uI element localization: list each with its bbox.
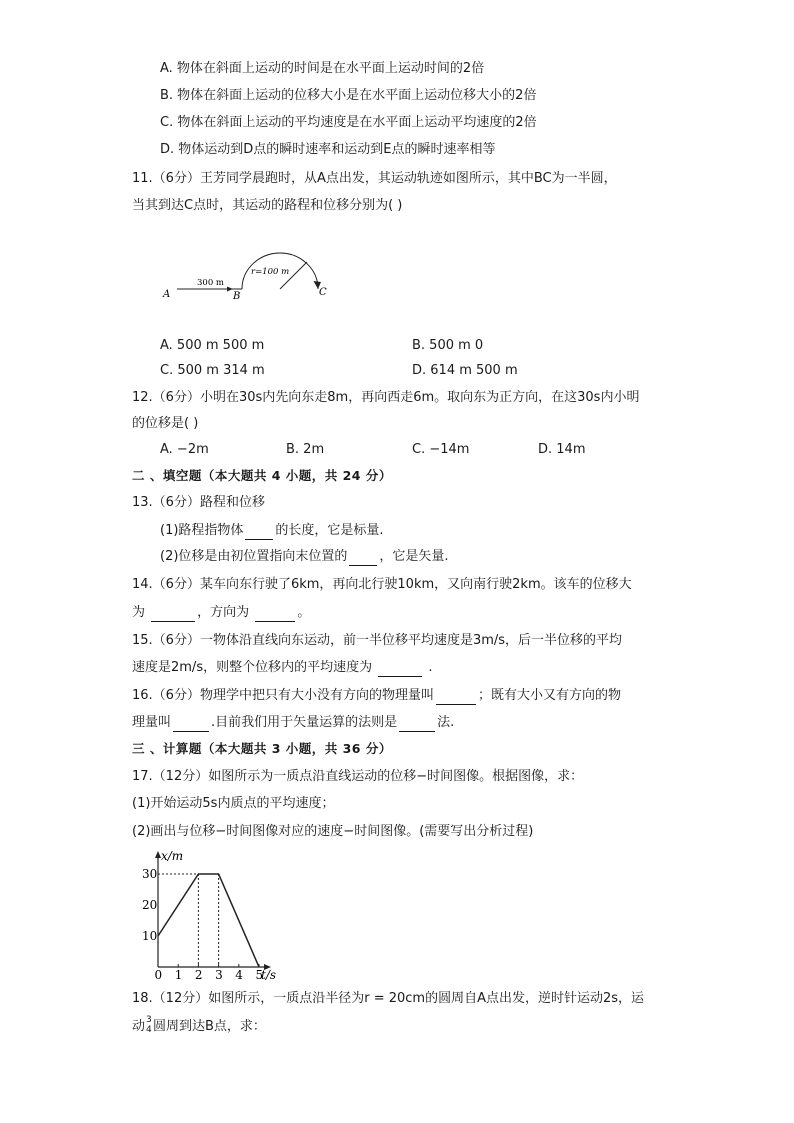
x-tick-label: 0: [154, 968, 163, 980]
q13-blank-2[interactable]: [349, 551, 377, 566]
q13-part1-pre: (1)路程指物体: [160, 523, 244, 538]
q15-line2-pre: 速度是2m/s，则整个位移内的平均速度为: [132, 660, 373, 675]
q17-position-time-chart: [130, 845, 290, 980]
q12-option-c: C. −14m: [412, 442, 470, 457]
q11-stem-line1: 11.（6分）王芳同学晨跑时，从A点出发，其运动轨迹如图所示，其中BC为一半圆，: [132, 171, 617, 186]
q16-blank-rule[interactable]: [399, 717, 435, 732]
section-fill-in-heading: 二 、填空题（本大题共 4 小题，共 24 分）: [132, 468, 392, 483]
q16-line2-mid: .目前我们用于矢量运算的法则是: [211, 715, 398, 730]
x-tick-label: 4: [235, 968, 243, 980]
q11-track-figure: [155, 240, 355, 305]
q17-part2: (2)画出与位移−时间图像对应的速度−时间图像。(需要写出分析过程): [132, 824, 534, 839]
q12-stem-line1: 12.（6分）小明在30s内先向东走8m，再向西走6m。取向东为正方向，在这30s内小明: [132, 390, 640, 405]
q14-stem-line1: 14.（6分）某车向东行驶了6km，再向北行驶10km，又向南行驶2km。该车的位移大: [132, 577, 632, 592]
x-tick-label: 1: [174, 968, 183, 980]
q11-option-b: B. 500 m 0: [412, 338, 484, 353]
q11-option-c: C. 500 m 314 m: [160, 363, 265, 378]
position-time-line: [158, 874, 259, 967]
q16-line1-pre: 16.（6分）物理学中把只有大小没有方向的物理量叫: [132, 688, 434, 703]
q16-blank-scalar[interactable]: [436, 690, 476, 705]
x-tick-label: 3: [215, 968, 223, 980]
y-tick-label: 30: [142, 867, 158, 881]
q17-part1: (1)开始运动5s内质点的平均速度；: [132, 796, 335, 811]
q17-stem-line1: 17.（12分）如图所示为一质点沿直线运动的位移−时间图像。根据图像，求：: [132, 769, 584, 784]
y-tick-label: 20: [142, 898, 158, 912]
q14-blank-direction[interactable]: [255, 607, 295, 622]
q11-radius-label: r=100 m: [251, 267, 290, 277]
q14-line2-post: 。: [297, 605, 311, 620]
x-tick-label: 2: [194, 968, 203, 980]
section-calculation-heading: 三 、计算题（本大题共 3 小题，共 36 分）: [132, 741, 392, 756]
q18-line2-post: 圆周到达B点，求：: [153, 1019, 266, 1034]
q13-part1-post: 的长度，它是标量.: [275, 523, 384, 538]
q16-line2-pre: 理量叫: [132, 715, 172, 730]
q16-stem-line1: [132, 687, 621, 705]
q15-blank-average-velocity[interactable]: [378, 662, 422, 677]
q11-label-b: B: [233, 291, 241, 302]
q11-stem-line2: 当其到达C点时，其运动的路程和位移分别为( ): [132, 198, 403, 213]
q18-stem-line1: 18.（12分）如图所示，一质点沿半径为r = 20cm的圆周自A点出发，逆时针运动2s，运: [132, 991, 645, 1006]
q15-stem-line1: 15.（6分）一物体沿直线向东运动，前一半位移平均速度是3m/s，后一半位移的平均: [132, 633, 623, 648]
q12-option-d: D. 14m: [538, 442, 586, 457]
q16-line2-post: 法.: [437, 715, 455, 730]
q18-fraction: [145, 1015, 153, 1036]
q12-stem-line2: 的位移是( ): [132, 416, 199, 431]
q16-blank-vector[interactable]: [173, 717, 209, 732]
q13-part2-pre: (2)位移是由初位置指向末位置的: [160, 549, 348, 564]
q11-label-a: A: [163, 289, 171, 300]
q11-option-d: D. 614 m 500 m: [412, 363, 518, 378]
q13-blank-1[interactable]: [245, 525, 273, 540]
q14-line2-mid: ，方向为: [197, 605, 250, 620]
q10-option-c: C. 物体在斜面上运动的平均速度是在水平面上运动平均速度的2倍: [160, 115, 537, 130]
q14-stem-line2: [132, 604, 310, 622]
x-axis-label: t/s: [261, 968, 277, 980]
y-axis-label: x/m: [161, 849, 184, 863]
q15-stem-line2: [132, 659, 433, 677]
y-tick-label: 10: [142, 929, 158, 943]
q10-option-d: D. 物体运动到D点的瞬时速率和运动到E点的瞬时速率相等: [160, 142, 496, 157]
q10-option-a: A. 物体在斜面上运动的时间是在水平面上运动时间的2倍: [160, 61, 485, 76]
q18-fraction-denominator: 4: [146, 1025, 152, 1035]
q15-line2-post: .: [428, 660, 433, 675]
q16-stem-line2: [132, 714, 454, 732]
q13-part1: [160, 522, 384, 540]
q11-label-c: C: [319, 287, 327, 298]
q12-option-b: B. 2m: [286, 442, 325, 457]
q13-part2: [160, 548, 449, 566]
q11-distance-label: 300 m: [197, 278, 224, 288]
q11-option-a: A. 500 m 500 m: [160, 338, 265, 353]
x-tick-label: 5: [255, 968, 264, 980]
q13-part2-post: ，它是矢量.: [379, 549, 449, 564]
q12-option-a: A. −2m: [160, 442, 209, 457]
q18-stem-line2: [132, 1015, 266, 1036]
q14-blank-magnitude[interactable]: [151, 607, 195, 622]
q14-line2-pre: 为: [132, 605, 146, 620]
q10-option-b: B. 物体在斜面上运动的位移大小是在水平面上运动位移大小的2倍: [160, 88, 537, 103]
q13-stem: 13.（6分）路程和位移: [132, 495, 265, 510]
q18-line2-pre: 动: [132, 1019, 146, 1034]
q16-line1-post: ；既有大小又有方向的物: [477, 688, 621, 703]
q18-fraction-numerator: 3: [146, 1015, 152, 1025]
